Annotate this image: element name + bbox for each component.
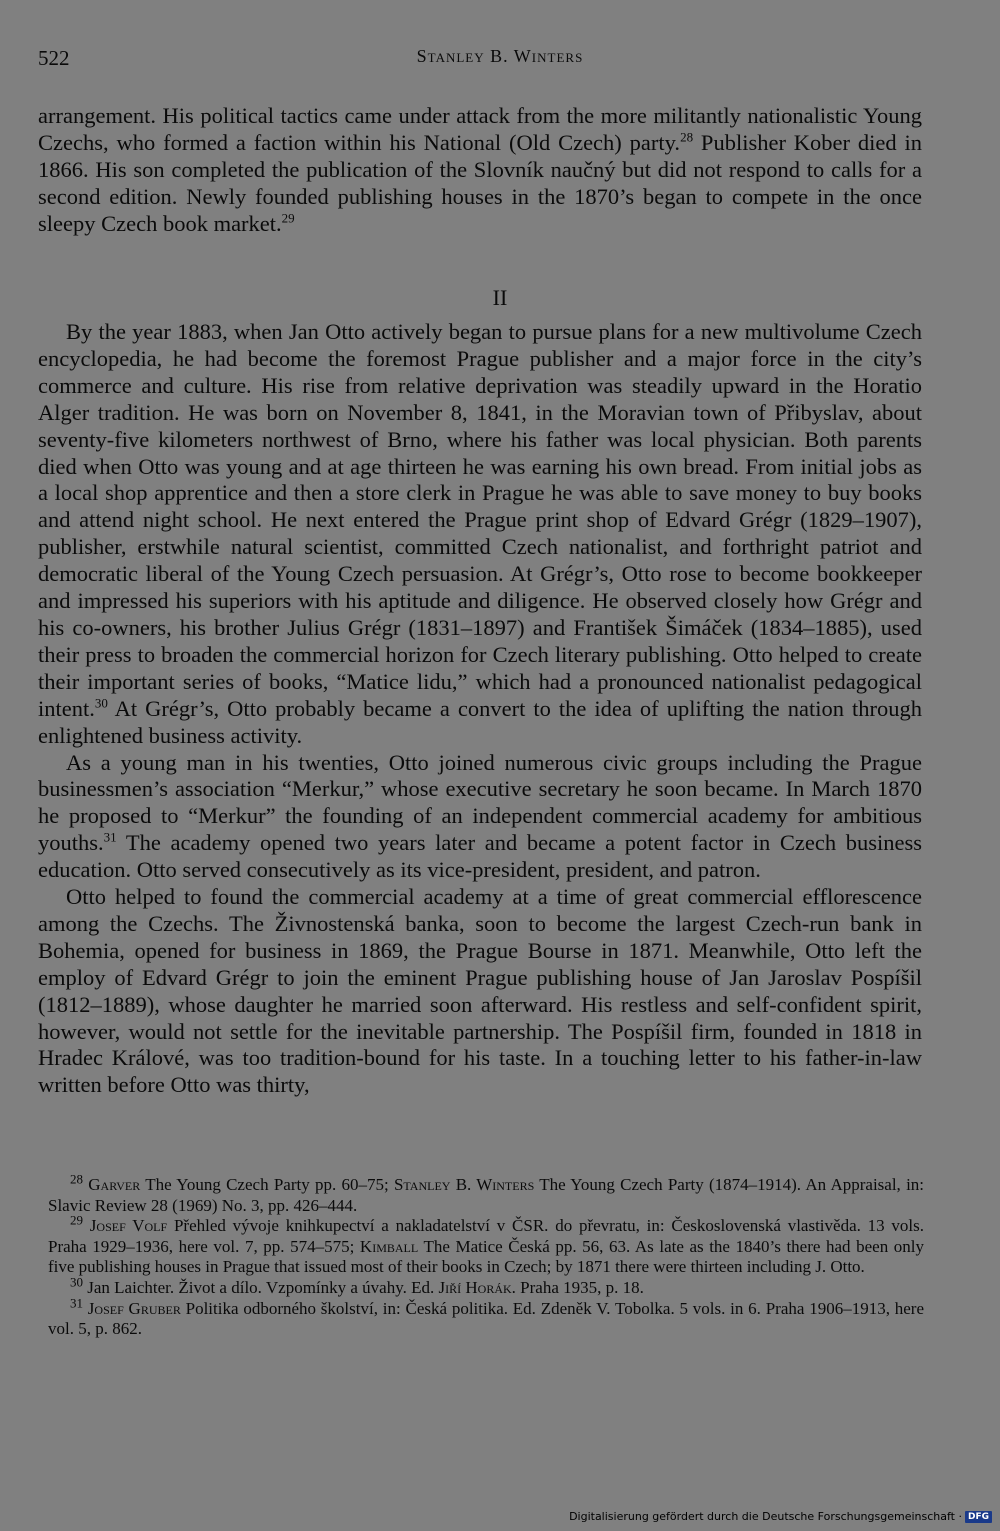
footnote-ref-28: 28 bbox=[680, 129, 694, 145]
footnote-ref-29: 29 bbox=[281, 210, 295, 226]
footnote-ref-30: 30 bbox=[94, 695, 108, 711]
section-numeral: II bbox=[492, 285, 508, 310]
body-paragraph-continued: arrangement. His political tactics came under attack from the more militantly nationalistic Young Czechs, who formed a faction within his National (Old Czech) party.$^{28}$ Publisher Kober died in 1866. His son completed the publication of the Slovník naučný but did not respond to calls for a second edition. Newly founded publishing houses in the 1870’s began to compete in the once sleepy Czech book market.$^{29}$ bbox=[38, 103, 923, 236]
dfg-logo: DFG bbox=[965, 1511, 992, 1523]
section-2-text bbox=[38, 319, 922, 1099]
footnote-30: $^{30}$ Jan Laichter. Život a dílo. Vzpomínky a úvahy. Ed. Jiří Horák. Praha 1935, p. 18. bbox=[70, 1274, 644, 1297]
body-paragraph: Otto helped to found the commercial academy at a time of great commercial efflorescence among the Czechs. The Živnostenská banka, soon to become the largest Czech-run bank in Bohemia, opened for business in 1869, the Prague Bourse in 1871. Meanwhile, Otto left the employ of Edvard Grégr to join the eminent Prague publishing house of Jan Jaroslav Pospíšil (1812–1889), whose daughter he married soon afterward. His restless and self-confident spirit, however, would not settle for the inevitable partnership. The Pospíšil firm, founded in 1818 in Hradec Králové, was too tradition-bound for his taste. In a touching letter to his father-in-law written before Otto was thirty, bbox=[38, 884, 922, 1098]
footnote-31: $^{31}$ Josef Gruber Politika odborného školství, in: Česká politika. Ed. Zdeněk V. Tobolka. 5 vols. in 6. Praha 1906–1913, here vol. 5, p. 862. bbox=[48, 1294, 925, 1339]
footnotes bbox=[48, 1171, 925, 1340]
page-number: 522 bbox=[38, 46, 70, 70]
credit-text: Digitalisierung gefördert durch die Deutsche Forschungsgemeinschaft · bbox=[569, 1510, 962, 1523]
running-head: Stanley B. Winters bbox=[416, 46, 584, 66]
body-paragraph: By the year 1883, when Jan Otto actively began to pursue plans for a new multivolume Czech encyclopedia, he had become the foremost Prague publisher and a major force in the city’s commerce and culture. His rise from relative deprivation was steadily upward in the Horatio Alger tradition. He was born on November 8, 1841, in the Moravian town of Přibyslav, about seventy-five kilometers northwest of Brno, where his father was local physician. Both parents died when Otto was young and at age thirteen he was earning his own bread. From initial jobs as a local shop apprentice and then a store clerk in Prague he was able to save money to buy books and attend night school. He next entered the Prague print shop of Edvard Grégr (1829–1907), publisher, erstwhile natural scientist, committed Czech nationalist, and forthright patriot and democratic liberal of the Young Czech persuasion. At Grégr’s, Otto rose to become bookkeeper and impressed his superiors with his aptitude and diligence. He observed closely how Grégr and his co-owners, his brother Julius Grégr (1831–1897) and František Šimáček (1834–1885), used their press to broaden the commercial horizon for Czech literary publishing. Otto helped to create their important series of books, “Matice lidu,” which had a pronounced nationalist pedagogical intent.$^{30}$ At Grégr’s, Otto probably became a convert to the idea of uplifting the nation through enlightened business activity. bbox=[38, 319, 922, 748]
footnote-ref-31: 31 bbox=[103, 829, 117, 845]
footnote-28: $^{28}$ Garver The Young Czech Party pp. 60–75; Stanley B. Winters The Young Czech Party (1874–1914). An Appraisal, in: Slavic Review 28 (1969) No. 3, pp. 426–444. bbox=[48, 1171, 925, 1215]
footnote-29: $^{29}$ Josef Volf Přehled vývoje knihkupectví a nakladatelství v ČSR. do převratu, in: Československá vlastivěda. 13 vols. Praha 1929–1936, here vol. 7, pp. 574–575; Kimball The Matice Česká pp. 56, 63. As late as the 1840’s there had been only five publishing houses in Prague that issued most of their books in Czech; by 1871 there were thirteen including J. Otto. bbox=[48, 1212, 925, 1277]
digitization-credit bbox=[569, 1510, 992, 1523]
body-paragraph: As a young man in his twenties, Otto joined numerous civic groups including the Prague businessmen’s association “Merkur,” whose executive secretary he soon became. In March 1870 he proposed to “Merkur” the founding of an independent commercial academy for ambitious youths.$^{31}$ The academy opened two years later and became a potent factor in Czech business education. Otto served consecutively as its vice-president, president, and patron. bbox=[38, 749, 922, 883]
